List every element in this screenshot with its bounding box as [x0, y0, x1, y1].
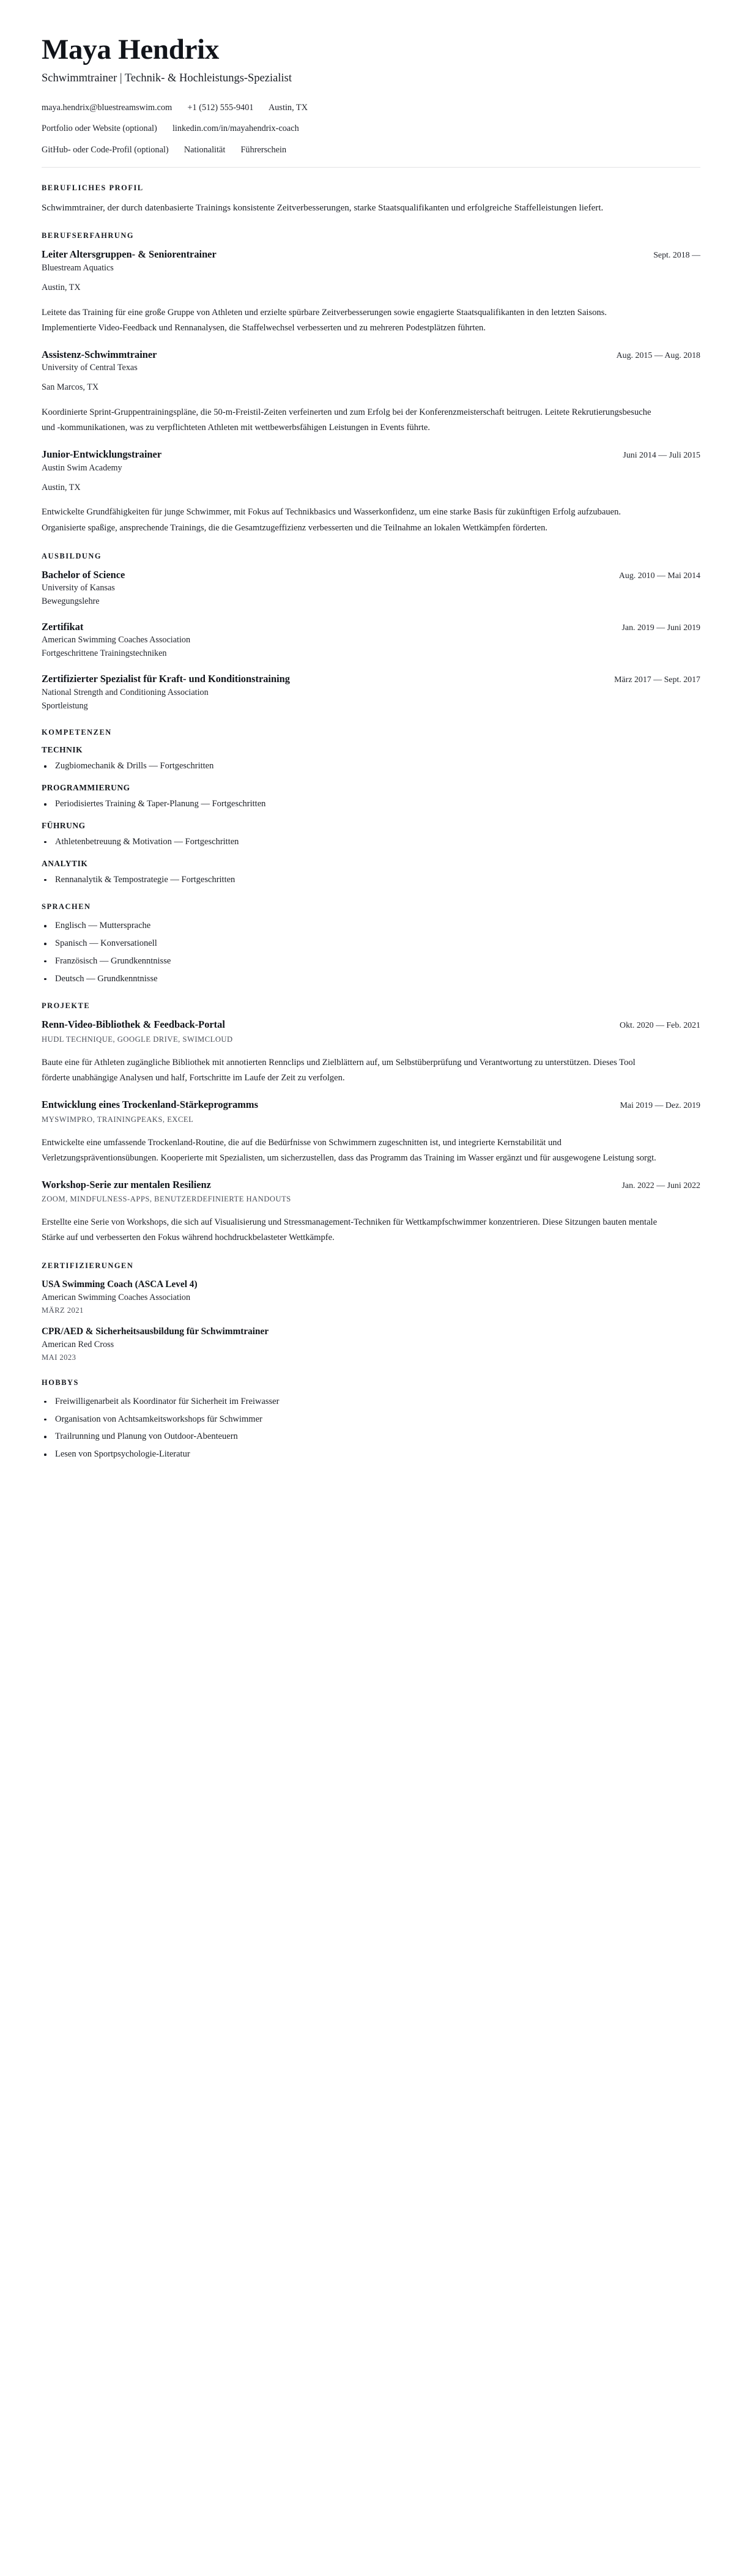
experience-entry [42, 248, 700, 335]
education-entry [42, 673, 700, 712]
project-tech-stack: HUDL TECHNIQUE, GOOGLE DRIVE, SWIMCLOUD [42, 1034, 233, 1044]
project-title: Renn-Video-Bibliothek & Feedback-Portal [42, 1019, 225, 1031]
education-degree: Bachelor of Science [42, 568, 125, 581]
section-title-experience: BERUFSERFAHRUNG [42, 231, 135, 240]
skill-item: Rennanalytik & Tempostrategie — Fortgeschritten [42, 874, 700, 887]
education-entry-head [42, 621, 700, 634]
skill-group-fuehrung [42, 821, 700, 849]
header-divider [42, 167, 700, 168]
hobby-item: Freiwilligenarbeit als Koordinator für Sicherheit im Freiwasser [42, 1395, 700, 1409]
project-entry [42, 1179, 700, 1246]
language-item: Deutsch — Grundkenntnisse [42, 973, 700, 986]
education-entry-head [42, 673, 700, 686]
project-title: Entwicklung eines Trockenland-Stärkeprogramms [42, 1099, 258, 1111]
certification-issuer: American Red Cross [42, 1340, 114, 1350]
project-entry-head [42, 1099, 700, 1112]
certification-date: MAI 2023 [42, 1353, 76, 1362]
experience-entry [42, 349, 700, 436]
section-title-languages: SPRACHEN [42, 902, 91, 911]
contact-drivers-license: Führerschein [240, 144, 287, 155]
experience-date-range: Aug. 2015 — Aug. 2018 [616, 351, 700, 360]
certification-entry [42, 1326, 700, 1362]
experience-date-range: Juni 2014 — Juli 2015 [623, 451, 700, 461]
experience-description: Koordinierte Sprint-Gruppentrainingspläne, die 50-m-Freistil-Zeiten verfeinerten und zum Erfolg bei der Konferenzmeisterschaft beitrugen. Leitete Rekrutierungsbesuche und -kommunikationen, was zu verpflichteten Athleten mit wettbewerbsfähigen Leistungen in Events führte. [42, 407, 651, 433]
language-item: Französisch — Grundkenntnisse [42, 955, 700, 968]
language-list [42, 919, 700, 985]
education-institution: University of Kansas [42, 583, 115, 593]
education-date-range: März 2017 — Sept. 2017 [614, 675, 700, 685]
contact-portfolio[interactable]: Portfolio oder Website (optional) [42, 124, 157, 134]
education-entry-head [42, 569, 700, 582]
education-institution: National Strength and Conditioning Association [42, 687, 209, 697]
skill-list [42, 836, 700, 849]
section-skills [42, 728, 700, 886]
section-hobbies [42, 1378, 700, 1461]
project-date-range: Mai 2019 — Dez. 2019 [620, 1101, 700, 1111]
contact-nationality: Nationalität [184, 144, 226, 155]
contact-email[interactable]: maya.hendrix@bluestreamswim.com [42, 102, 172, 113]
section-profile [42, 184, 700, 215]
project-date-range: Okt. 2020 — Feb. 2021 [620, 1021, 700, 1031]
hobby-list [42, 1395, 700, 1461]
experience-entry-head [42, 248, 700, 261]
hobby-item: Trailrunning und Planung von Outdoor-Abenteuern [42, 1430, 700, 1444]
section-title-skills: KOMPETENZEN [42, 728, 112, 737]
skill-list [42, 760, 700, 773]
certification-date: MÄRZ 2021 [42, 1306, 84, 1315]
certification-name: USA Swimming Coach (ASCA Level 4) [42, 1279, 198, 1290]
education-date-range: Jan. 2019 — Juni 2019 [621, 623, 700, 633]
certification-entry [42, 1279, 700, 1315]
project-entry-head [42, 1019, 700, 1031]
experience-job-title: Assistenz-Schwimmtrainer [42, 348, 157, 360]
experience-location: San Marcos, TX [42, 382, 99, 393]
contact-location: Austin, TX [268, 102, 308, 113]
project-entry-head [42, 1179, 700, 1192]
project-description: Baute eine für Athleten zugängliche Bibliothek mit annotierten Rennclips und Zielblättern auf, um Selbstüberprüfung und Verantwortung zu unterstützen. Dieses Tool förderte unabhängige Analysen und half, Fortschritte im Laufe der Zeit zu verfolgen. [42, 1057, 636, 1083]
experience-job-title: Leiter Altersgruppen- & Seniorentrainer [42, 248, 217, 261]
profile-summary-text: Schwimmtrainer, der durch datenbasierte Trainings konsistente Zeitverbesserungen, starke Staatsqualifikanten und erfolgreiche Staffelleistungen liefert. [42, 202, 604, 213]
skill-group-title: PROGRAMMIERUNG [42, 783, 130, 793]
section-title-education: AUSBILDUNG [42, 551, 102, 560]
skill-item: Athletenbetreuung & Motivation — Fortgeschritten [42, 836, 700, 849]
section-projects [42, 1001, 700, 1245]
education-field: Sportleistung [42, 700, 88, 711]
experience-date-range: Sept. 2018 — [653, 251, 700, 261]
certification-issuer: American Swimming Coaches Association [42, 1293, 191, 1303]
candidate-headline: Schwimmtrainer | Technik- & Hochleistungs-Spezialist [42, 72, 292, 84]
skill-list [42, 798, 700, 811]
experience-description: Leitete das Training für eine große Gruppe von Athleten und erzielte spürbare Zeitverbesserungen sowie engagierte Staatsqualifikanten in den letzten Saisons. Implementierte Video-Feedback und Rennanalysen, die Staffelwechsel verbesserten und zu mehreren Podestplätzen führten. [42, 307, 607, 333]
education-institution: American Swimming Coaches Association [42, 635, 191, 645]
education-degree: Zertifikat [42, 620, 84, 633]
project-tech-stack: ZOOM, MINDFULNESS-APPS, BENUTZERDEFINIERTE HANDOUTS [42, 1195, 291, 1204]
education-entry [42, 621, 700, 660]
section-title-profile: BERUFLICHES PROFIL [42, 183, 144, 192]
skill-item: Periodisiertes Training & Taper-Planung — Fortgeschritten [42, 798, 700, 811]
section-education [42, 552, 700, 713]
section-title-certifications: ZERTIFIZIERUNGEN [42, 1261, 134, 1271]
project-entry [42, 1099, 700, 1166]
education-field: Bewegungslehre [42, 596, 100, 606]
skill-group-programmierung [42, 783, 700, 811]
project-description: Erstellte eine Serie von Workshops, die sich auf Visualisierung und Stressmanagement-Techniken für Wettkampfschwimmer konzentrieren. Diese Sitzungen bauten mentale Stärke auf und verbesserten den Fokus während hochdruckbelasteter Wettkämpfe. [42, 1217, 658, 1243]
project-tech-stack: MYSWIMPRO, TRAININGPEAKS, EXCEL [42, 1115, 194, 1124]
contact-block [42, 102, 700, 156]
section-languages [42, 902, 700, 985]
experience-company: University of Central Texas [42, 363, 138, 373]
skill-item: Zugbiomechanik & Drills — Fortgeschritten [42, 760, 700, 773]
skill-group-title: ANALYTIK [42, 858, 88, 868]
skill-list [42, 874, 700, 887]
certification-name: CPR/AED & Sicherheitsausbildung für Schwimmtrainer [42, 1326, 269, 1337]
education-date-range: Aug. 2010 — Mai 2014 [618, 571, 700, 581]
resume-header [42, 35, 700, 168]
contact-row-links [42, 123, 700, 135]
project-entry [42, 1019, 700, 1086]
education-field: Fortgeschrittene Trainingstechniken [42, 648, 167, 659]
experience-location: Austin, TX [42, 482, 81, 492]
experience-entry-head [42, 448, 700, 461]
project-description: Entwickelte eine umfassende Trockenland-Routine, die auf die Bedürfnisse von Schwimmern zugeschnitten ist, und integrierte Kernstabilität und Verletzungspräventionsübungen. Kooperierte mit Spezialisten, um sicherzustellen, dass das Programm das Training im Wasser ergänzt und für ausgewogene Leistung sorgt. [42, 1137, 656, 1163]
experience-description: Entwickelte Grundfähigkeiten für junge Schwimmer, mit Fokus auf Technikbasics und Wasserkonfidenz, um eine starke Basis für zukünftigen Erfolg aufzubauen. Organisierte spaßige, ansprechende Trainings, die die Gesamtzugeffizienz verbesserten und die Teilnahme an lokalen Wettkämpfen förderten. [42, 507, 621, 533]
experience-entry [42, 448, 700, 535]
skill-group-title: TECHNIK [42, 745, 83, 755]
section-title-hobbies: HOBBYS [42, 1378, 79, 1387]
skill-group-analytik [42, 859, 700, 887]
experience-location: Austin, TX [42, 282, 81, 292]
education-entry [42, 569, 700, 608]
language-item: Englisch — Muttersprache [42, 919, 700, 933]
skill-group-title: FÜHRUNG [42, 820, 86, 830]
contact-row-extra [42, 144, 700, 156]
contact-github[interactable]: GitHub- oder Code-Profil (optional) [42, 144, 169, 155]
project-date-range: Jan. 2022 — Juni 2022 [621, 1181, 700, 1190]
skill-group-technik [42, 745, 700, 773]
contact-row-primary [42, 102, 700, 114]
language-item: Spanisch — Konversationell [42, 937, 700, 951]
section-title-projects: PROJEKTE [42, 1001, 91, 1011]
section-certifications [42, 1261, 700, 1362]
hobby-item: Lesen von Sportpsychologie-Literatur [42, 1448, 700, 1461]
experience-job-title: Junior-Entwicklungstrainer [42, 448, 162, 461]
contact-linkedin[interactable]: linkedin.com/in/mayahendrix-coach [172, 124, 299, 134]
contact-phone[interactable]: +1 (512) 555-9401 [187, 102, 254, 113]
education-degree: Zertifizierter Spezialist für Kraft- und Konditionstraining [42, 673, 290, 685]
section-experience [42, 231, 700, 535]
experience-company: Austin Swim Academy [42, 462, 122, 473]
experience-company: Bluestream Aquatics [42, 262, 114, 273]
candidate-name: Maya Hendrix [42, 34, 220, 65]
project-title: Workshop-Serie zur mentalen Resilienz [42, 1178, 211, 1190]
hobby-item: Organisation von Achtsamkeitsworkshops für Schwimmer [42, 1413, 700, 1427]
experience-entry-head [42, 349, 700, 362]
